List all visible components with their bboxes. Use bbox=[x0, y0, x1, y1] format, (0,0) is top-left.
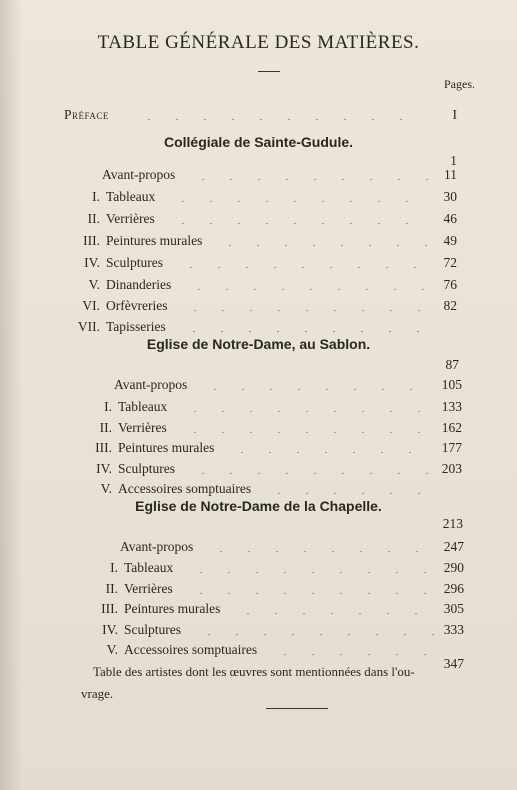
entry-numeral: VI. bbox=[82, 298, 100, 313]
preface-page: I bbox=[452, 107, 457, 122]
toc-row bbox=[0, 481, 517, 499]
toc-row bbox=[0, 319, 517, 337]
preface-row bbox=[0, 107, 517, 125]
entry-page: 296 bbox=[443, 581, 464, 596]
entry-page: 30 bbox=[443, 189, 457, 204]
toc-row bbox=[0, 440, 517, 458]
artists-note-line2: vrage. bbox=[81, 686, 114, 701]
toc-row bbox=[0, 581, 517, 599]
toc-row bbox=[0, 189, 517, 207]
toc-row bbox=[0, 298, 517, 316]
dot-leader bbox=[271, 654, 436, 655]
entry-page: 162 bbox=[441, 420, 462, 435]
dot-leader bbox=[135, 119, 415, 120]
section-page: 1 bbox=[450, 153, 457, 168]
entry-numeral: V. bbox=[106, 642, 118, 657]
entry-label: Orfèvreries bbox=[106, 298, 168, 313]
dot-leader bbox=[228, 452, 434, 453]
toc-row bbox=[0, 167, 517, 185]
entry-page: 133 bbox=[441, 399, 462, 414]
entry-numeral: III. bbox=[83, 233, 100, 248]
dot-leader bbox=[201, 389, 434, 390]
entry-page: 333 bbox=[443, 622, 464, 637]
entry-numeral: V. bbox=[100, 481, 112, 496]
dot-leader bbox=[180, 331, 429, 332]
dot-leader bbox=[207, 551, 436, 552]
entry-page: 290 bbox=[443, 560, 464, 575]
toc-row bbox=[0, 560, 517, 578]
entry-numeral: V. bbox=[88, 277, 100, 292]
dot-leader bbox=[187, 593, 436, 594]
toc-row bbox=[0, 357, 517, 375]
entry-label: Sculptures bbox=[106, 255, 163, 270]
toc-row bbox=[0, 622, 517, 640]
toc-row bbox=[0, 277, 517, 295]
entry-numeral: I. bbox=[104, 399, 112, 414]
toc-row bbox=[0, 211, 517, 229]
dot-leader bbox=[169, 223, 429, 224]
entry-label: Avant-propos bbox=[114, 377, 188, 392]
dot-leader bbox=[195, 634, 436, 635]
entry-page: 76 bbox=[443, 277, 457, 292]
artists-note-page: 347 bbox=[443, 656, 464, 671]
dot-leader bbox=[181, 432, 434, 433]
pages-column-header: Pages. bbox=[444, 77, 475, 91]
entry-label: Sculptures bbox=[118, 461, 175, 476]
toc-row bbox=[0, 420, 517, 438]
toc-row bbox=[0, 233, 517, 251]
toc-row bbox=[0, 399, 517, 417]
entry-label: Peintures murales bbox=[118, 440, 215, 455]
entry-label: Peintures murales bbox=[106, 233, 203, 248]
entry-numeral: I. bbox=[110, 560, 118, 575]
dot-leader bbox=[234, 613, 436, 614]
toc-row bbox=[0, 255, 517, 273]
title-rule bbox=[258, 71, 280, 72]
toc-row bbox=[0, 642, 517, 660]
dot-leader bbox=[185, 289, 429, 290]
entry-label: Verrières bbox=[124, 581, 173, 596]
toc-row bbox=[0, 601, 517, 619]
entry-page: 105 bbox=[441, 377, 462, 392]
entry-page: 177 bbox=[441, 440, 462, 455]
entry-page: 82 bbox=[443, 298, 457, 313]
entry-numeral: III. bbox=[101, 601, 118, 616]
entry-numeral: IV. bbox=[96, 461, 112, 476]
end-rule bbox=[266, 708, 328, 709]
dot-leader bbox=[187, 572, 436, 573]
entry-label: Verrières bbox=[106, 211, 155, 226]
dot-leader bbox=[181, 310, 429, 311]
entry-numeral: III. bbox=[95, 440, 112, 455]
toc-row bbox=[0, 539, 517, 557]
toc-row bbox=[0, 461, 517, 479]
entry-numeral: VII. bbox=[77, 319, 100, 334]
section-page: 87 bbox=[445, 357, 459, 372]
entry-label: Avant-propos bbox=[120, 539, 194, 554]
entry-page: 46 bbox=[443, 211, 457, 226]
entry-page: 11 bbox=[444, 167, 457, 182]
entry-numeral: II. bbox=[105, 581, 118, 596]
section-page: 213 bbox=[442, 516, 463, 531]
entry-label: Avant-propos bbox=[102, 167, 176, 182]
entry-label: Tableaux bbox=[118, 399, 168, 414]
dot-leader bbox=[169, 201, 429, 202]
dot-leader bbox=[177, 267, 429, 268]
entry-label: Peintures murales bbox=[124, 601, 221, 616]
entry-page: 247 bbox=[443, 539, 464, 554]
entry-numeral: II. bbox=[99, 420, 112, 435]
entry-label: Accessoires somptuaires bbox=[118, 481, 252, 496]
entry-page: 49 bbox=[443, 233, 457, 248]
page-title: TABLE GÉNÉRALE DES MATIÈRES. bbox=[97, 32, 420, 53]
section-heading: Collégiale de Sainte-Gudule. bbox=[163, 134, 354, 150]
dot-leader bbox=[265, 493, 434, 494]
entry-label: Verrières bbox=[118, 420, 167, 435]
entry-page: 305 bbox=[443, 601, 464, 616]
artists-note-line1: Table des artistes dont les œuvres sont mentionnées dans l'ou- bbox=[93, 664, 415, 679]
entry-label: Dinanderies bbox=[106, 277, 172, 292]
toc-row bbox=[0, 516, 517, 534]
entry-label: Tableaux bbox=[124, 560, 174, 575]
dot-leader bbox=[181, 411, 434, 412]
entry-numeral: II. bbox=[87, 211, 100, 226]
preface-label: Préface bbox=[64, 107, 109, 122]
dot-leader bbox=[189, 179, 429, 180]
entry-numeral: IV. bbox=[84, 255, 100, 270]
entry-label: Tapisseries bbox=[106, 319, 166, 334]
entry-page: 203 bbox=[441, 461, 462, 476]
toc-row bbox=[0, 377, 517, 395]
entry-label: Sculptures bbox=[124, 622, 181, 637]
entry-page: 72 bbox=[443, 255, 457, 270]
entry-numeral: I. bbox=[92, 189, 100, 204]
entry-label: Tableaux bbox=[106, 189, 156, 204]
entry-label: Accessoires somptuaires bbox=[124, 642, 258, 657]
entry-numeral: IV. bbox=[102, 622, 118, 637]
dot-leader bbox=[216, 245, 429, 246]
dot-leader bbox=[189, 473, 434, 474]
section-heading: Eglise de Notre-Dame de la Chapelle. bbox=[135, 498, 382, 514]
section-heading: Eglise de Notre-Dame, au Sablon. bbox=[146, 336, 371, 352]
